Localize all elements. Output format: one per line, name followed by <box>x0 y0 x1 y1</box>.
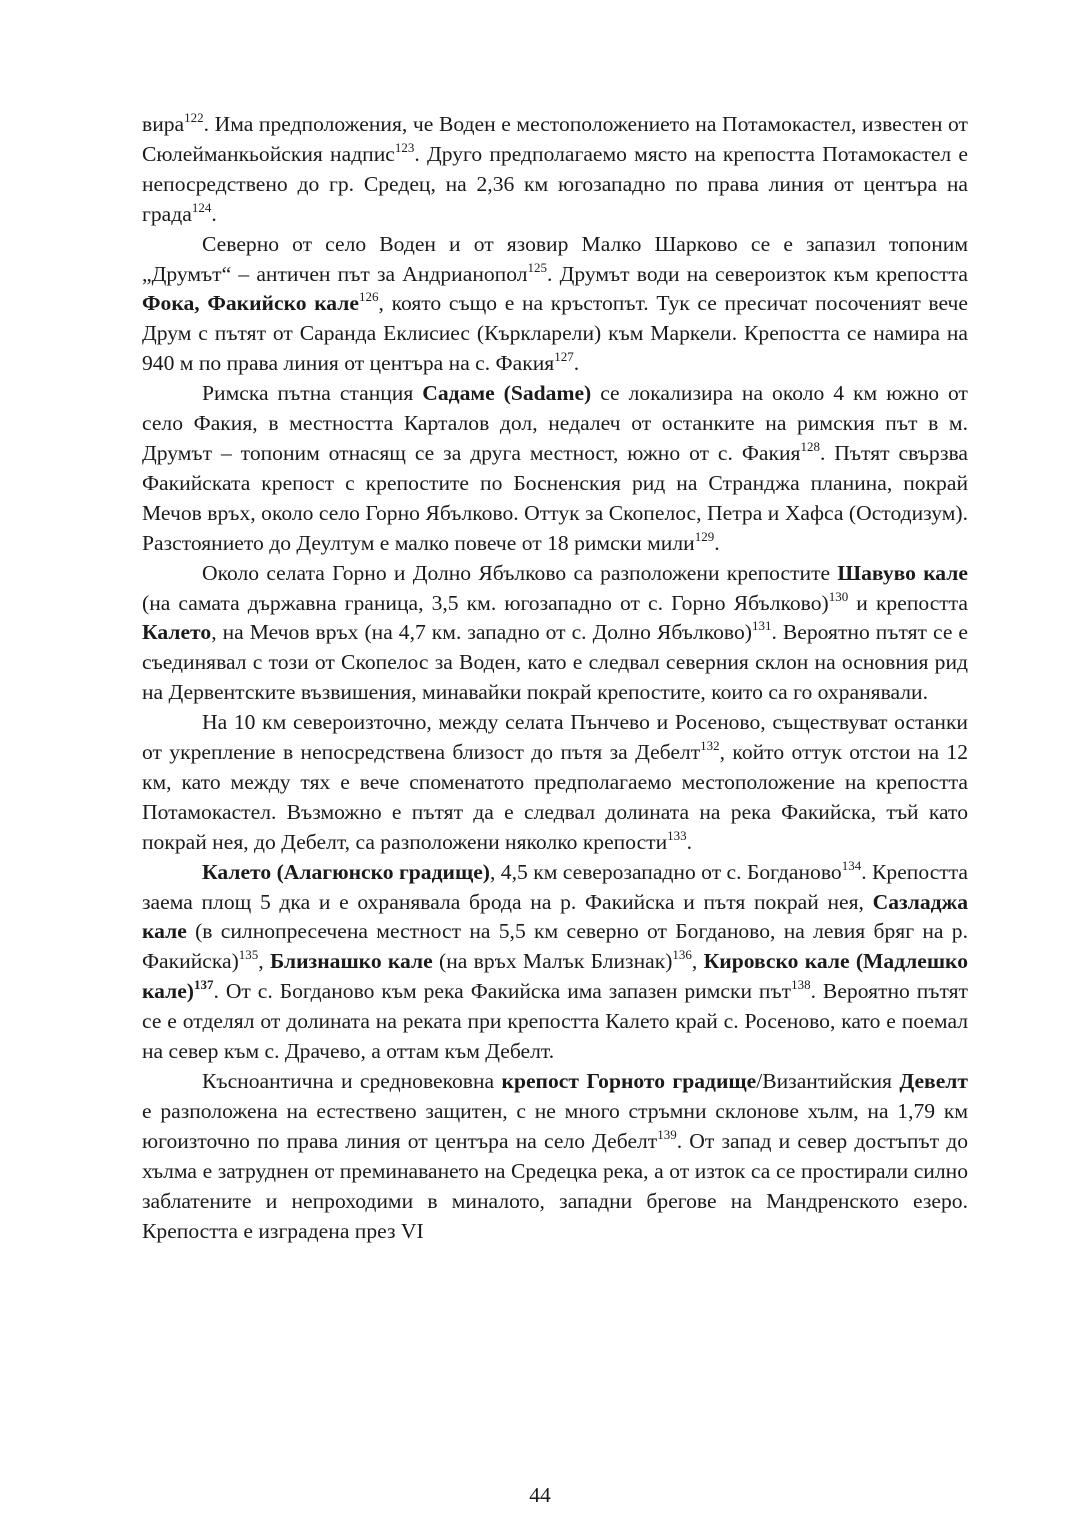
bold-term: Калето <box>142 620 212 645</box>
text-run: , на Мечов връх (на 4,7 км. западно от с. Долно Ябълково) <box>211 620 752 645</box>
footnote-ref: 131 <box>751 618 772 634</box>
bold-term: Фока, Факийско кале <box>142 291 359 316</box>
footnote-ref: 123 <box>394 139 415 155</box>
text-run: Римска пътна станция <box>202 381 423 406</box>
text-run: , <box>258 949 270 974</box>
footnote-ref: 127 <box>554 349 574 365</box>
footnote-ref: 126 <box>359 289 379 305</box>
text-run: (на самата държавна граница, 3,5 км. югозападно от с. Горно Ябълково) <box>142 590 829 615</box>
text-run: вира <box>142 112 185 136</box>
bold-term: Сазладжа кале <box>142 889 968 944</box>
text-run: . Има предположения, че Воден е местоположението на Потамокастел, известен от Сюлейманкьойския надпис <box>142 112 968 166</box>
text-run: . Крепостта заема площ 5 дка и е охранявала брода на р. Факийска и пътя покрай нея, <box>142 859 968 914</box>
footnote-ref: 137 <box>194 977 214 993</box>
text-run: На 10 км североизточно, между селата Пънчево и Росеново, съществуват останки от укрепление в непосредствена близост до пътя за Дебелт <box>142 710 968 765</box>
text-run: , който оттук отстои на 12 км, като между тях е вече споменатото предполагаемо местоположение на крепостта Потамокастел. Възможно е пътят да е следвал долината на река Факийска, тъй като покрай нея, до Дебелт, са разположени няколко крепости <box>142 740 969 854</box>
bold-term: Девелт <box>899 1069 969 1093</box>
paragraph <box>142 708 968 858</box>
text-run: (в силнопресечена местност на 5,5 км северно от Богданово, на левия бряг на р. Факийска) <box>142 919 968 974</box>
text-run: . Пътят свързва Факийската крепост с крепостите по Босненския рид на Странджа планина, покрай Мечов връх, около село Горно Ябълково. Оттук за Скопелос, Петра и Хафса (Остодизум). Разстоянието до Деултум е малко повече от 18 римски мили <box>142 440 968 555</box>
text-run: и крепостта <box>848 590 969 615</box>
footnote-ref: 139 <box>657 1126 677 1142</box>
text-run: /Византийския <box>756 1069 900 1093</box>
footnote-ref: 132 <box>700 738 720 754</box>
text-run: , <box>691 949 704 974</box>
footnote-ref: 128 <box>800 438 820 454</box>
text-run: е разположена на естествено защитен, с не много стръмни склонове хълм, на 1,79 км югоизточно по права линия от центъра на село Дебелт <box>142 1098 968 1153</box>
paragraph <box>142 858 968 1067</box>
text-run: . <box>714 530 720 555</box>
bold-term: Калето (Алагюнско градище) <box>202 859 490 884</box>
text-run: . От запад и север достъпът до хълма е затруднен от преминаването на Средецка река, а от изток са се простирали силно заблатените и непроходими в миналото, западни брегове на Мандренското езеро. Крепостта е изградена през VI <box>142 1128 968 1243</box>
bold-term: Шавуво кале <box>837 560 968 585</box>
bold-term: Близнашко кале <box>269 949 433 974</box>
bold-term: крепост Горното градище <box>501 1069 757 1093</box>
footnote-ref: 122 <box>184 110 204 125</box>
text-run: . <box>573 351 580 376</box>
text-run: Къснoантична и средновековна <box>202 1069 502 1093</box>
text-run: се локализира на около 4 км южно от село Факия, в местността Карталов дол, недалеч от останките на римския път в м. Друмът – топоним отнасящ се за друга местност, южно от с. Факия <box>142 381 968 465</box>
text-run: , която също е на кръстопът. Тук се пресичат посоченият вече Друм с пътят от Саранда Еклисиес (Къркларели) към Маркели. Крепостта се намира на 940 м по права линия от центъра на с. Факия <box>142 291 968 376</box>
text-run: , 4,5 км северозападно от с. Богданово <box>489 859 842 884</box>
footnote-ref: 135 <box>238 947 259 963</box>
page-number: 44 <box>529 1483 551 1507</box>
footnote-ref: 133 <box>667 827 687 843</box>
footnote-ref: 124 <box>191 199 212 215</box>
text-run: . Вероятно пътят се е съединявал с този от Скопелос за Воден, като е следвал северния склон на основния рид на Дервентските възвишения, минавайки покрай крепостите, които са го охранявали. <box>142 620 968 705</box>
bold-term: Садаме (Sadame) <box>422 381 592 406</box>
paragraph <box>142 1067 968 1246</box>
footnote-ref: 138 <box>791 977 811 993</box>
text-run: . Друго предполагаемо място на крепостта Потамокастел е непосредствено до гр. Средец, на 2,36 км югозападно по права линия от центъра на града <box>142 141 968 226</box>
text-run: Около селата Горно и Долно Ябълково са разположени крепостите <box>202 560 838 585</box>
paragraph <box>142 110 968 230</box>
text-run: . <box>211 201 217 226</box>
paragraph <box>142 230 968 380</box>
text-run: . Друмът води на североизток към крепостта <box>547 261 968 286</box>
paragraph <box>142 559 968 709</box>
text-run: . Вероятно пътят се е отделял от долината на реката при крепостта Калето край с. Росеново, като е поемал на север към с. Драчево, а оттам към Дебелт. <box>142 979 968 1064</box>
footnote-ref: 125 <box>527 259 548 275</box>
footnote-ref: 129 <box>694 528 715 544</box>
text-run: Северно от село Воден и от язовир Малко Шарково се е запазил топоним „Друмът“ – античен път за Андрианопол <box>142 231 968 286</box>
text-run: (на връх Малък Близнак) <box>432 949 673 974</box>
footnote-ref: 134 <box>841 857 862 873</box>
paragraph <box>142 379 968 558</box>
footnote-ref: 136 <box>672 947 692 963</box>
text-run: . От с. Богданово към река Факийска има запазен римски път <box>213 979 792 1004</box>
text-run: . <box>686 829 693 854</box>
bold-term: Кировско кале (Мадлешко кале) <box>142 949 969 1004</box>
body-text <box>142 110 968 1246</box>
footnote-ref: 130 <box>828 588 849 604</box>
